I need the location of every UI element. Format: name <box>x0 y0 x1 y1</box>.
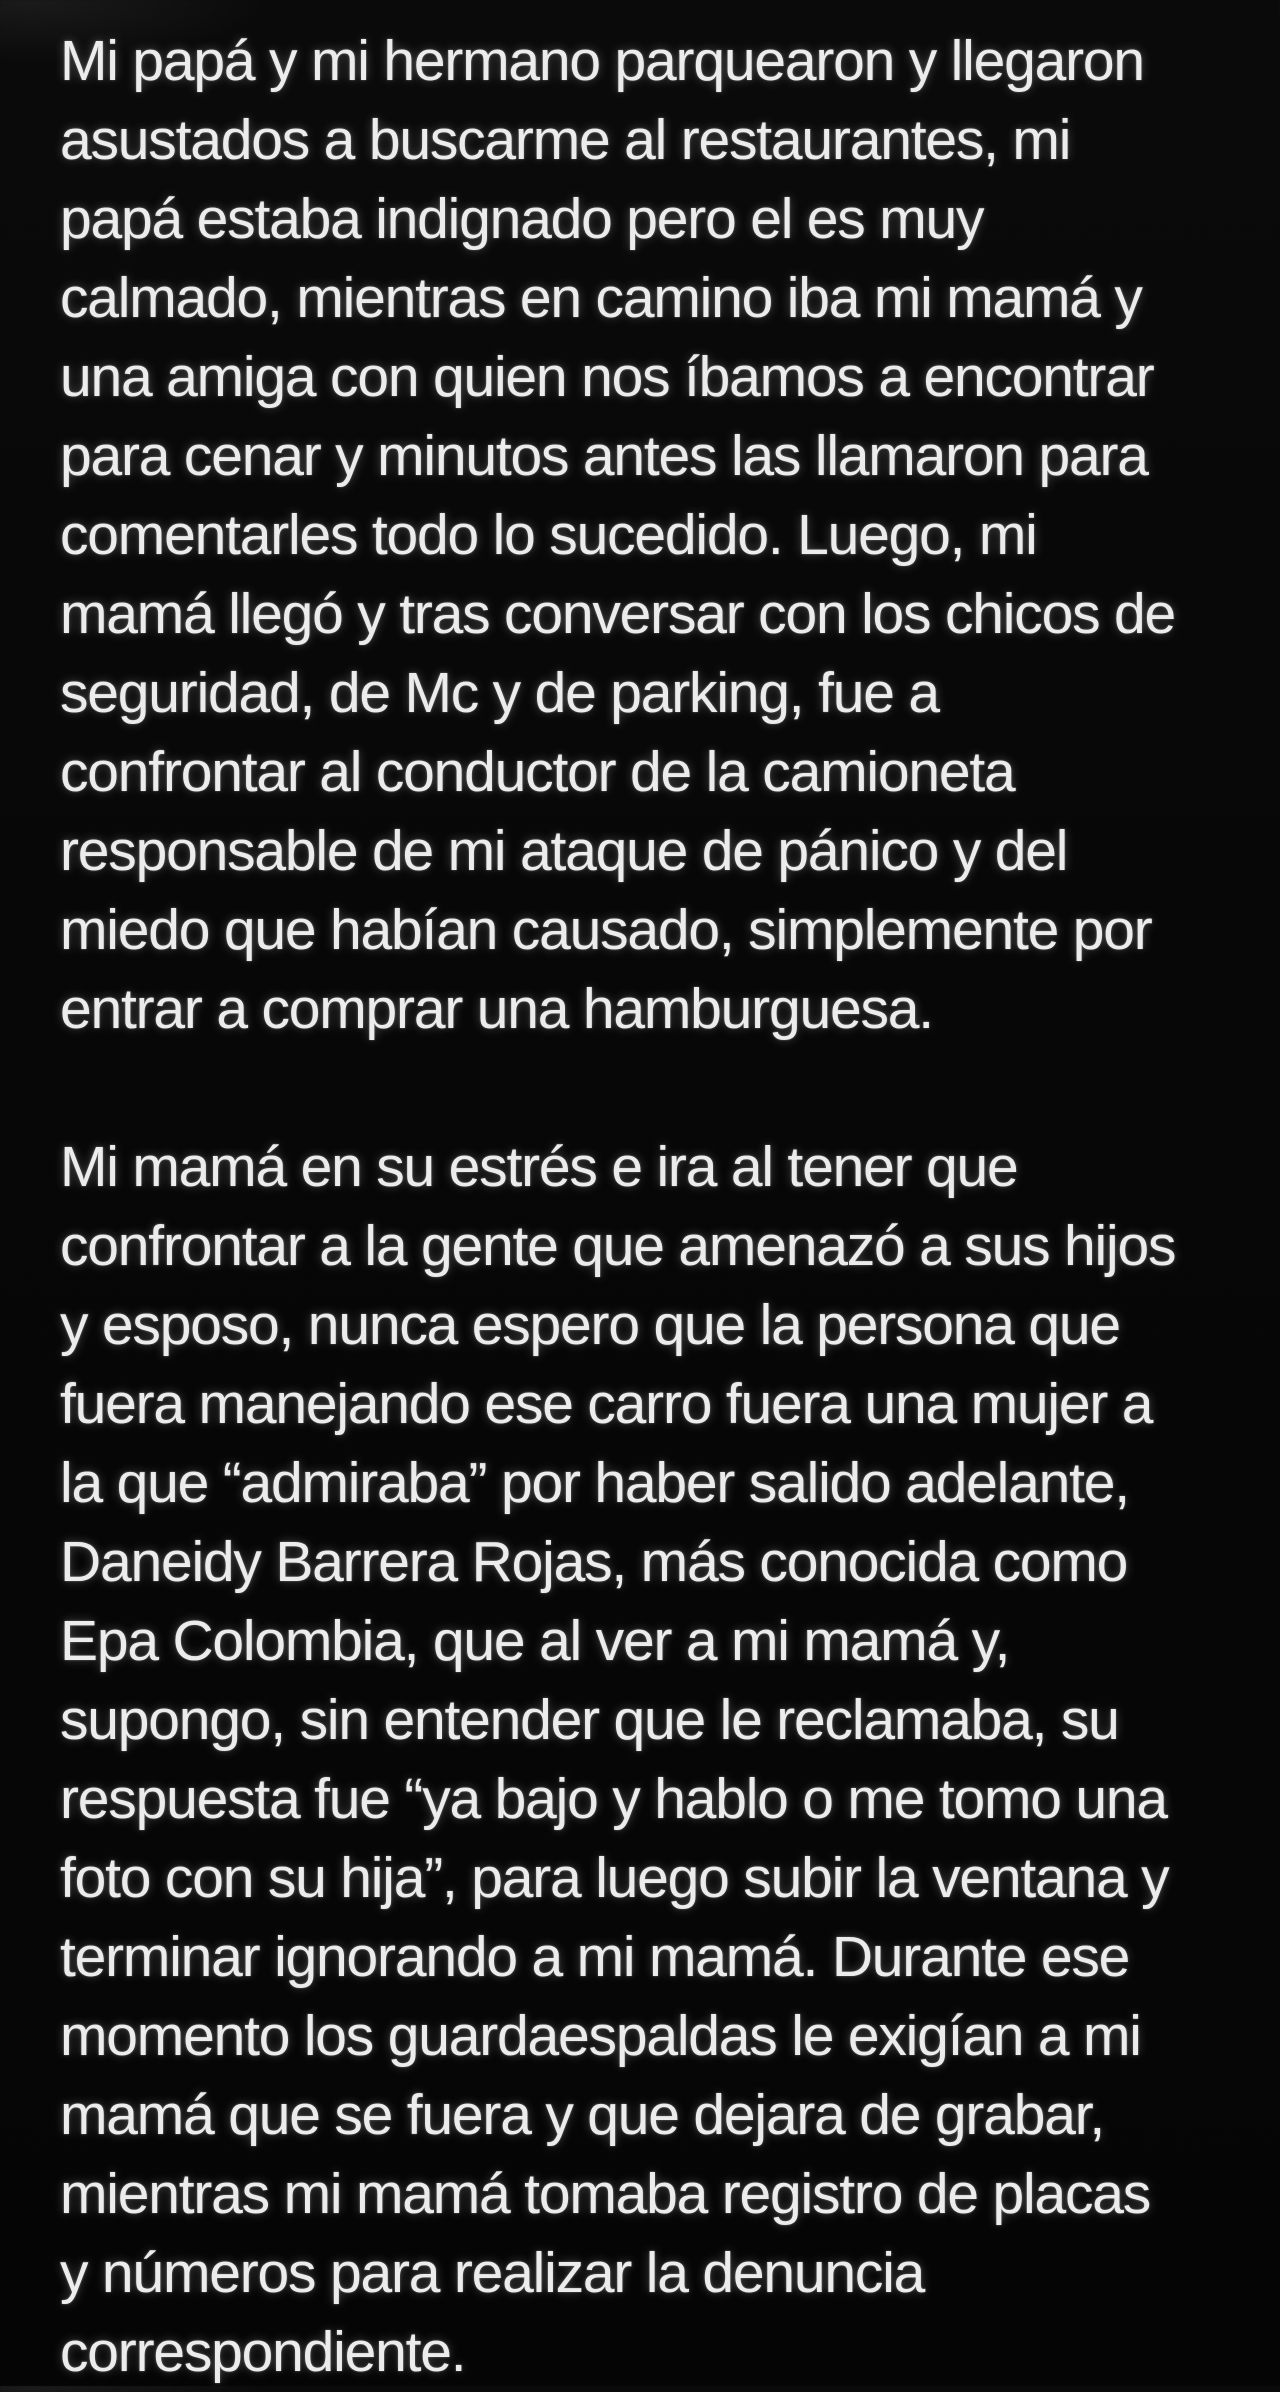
text-line: foto con su hija”, para luego subir la ventana y <box>60 1846 1169 1910</box>
text-line: mamá llegó y tras conversar con los chicos de <box>60 582 1176 646</box>
text-line: supongo, sin entender que le reclamaba, su <box>60 1688 1119 1752</box>
text-line: Mi mamá en su estrés e ira al tener que <box>60 1135 1018 1199</box>
text-line: entrar a comprar una hamburguesa. <box>60 977 933 1041</box>
text-line: respuesta fue “ya bajo y hablo o me tomo una <box>60 1767 1167 1831</box>
text-line: y esposo, nunca espero que la persona que <box>60 1293 1120 1357</box>
text-line: mientras mi mamá tomaba registro de placas <box>60 2162 1151 2226</box>
text-line: responsable de mi ataque de pánico y del <box>60 819 1068 883</box>
paragraph-1 <box>60 22 1240 1049</box>
text-line: comentarles todo lo sucedido. Luego, mi <box>60 503 1037 567</box>
text-line: fuera manejando ese carro fuera una mujer a <box>60 1372 1153 1436</box>
text-line: seguridad, de Mc y de parking, fue a <box>60 661 939 725</box>
text-line: papá estaba indignado pero el es muy <box>60 187 984 251</box>
text-line: la que “admiraba” por haber salido adelante, <box>60 1451 1129 1515</box>
paragraph-2 <box>60 1128 1240 2392</box>
text-line: calmado, mientras en camino iba mi mamá y <box>60 266 1142 330</box>
text-line: mamá que se fuera y que dejara de grabar, <box>60 2083 1104 2147</box>
text-line: momento los guardaespaldas le exigían a mi <box>60 2004 1141 2068</box>
text-line: Epa Colombia, que al ver a mi mamá y, <box>60 1609 1010 1673</box>
text-line: correspondiente. <box>60 2320 466 2384</box>
text-line: terminar ignorando a mi mamá. Durante ese <box>60 1925 1130 1989</box>
text-line: asustados a buscarme al restaurantes, mi <box>60 108 1071 172</box>
text-line: miedo que habían causado, simplemente por <box>60 898 1152 962</box>
text-line: y números para realizar la denuncia <box>60 2241 925 2305</box>
text-line: confrontar a la gente que amenazó a sus hijos <box>60 1214 1176 1278</box>
text-line: para cenar y minutos antes las llamaron para <box>60 424 1148 488</box>
text-line: confrontar al conductor de la camioneta <box>60 740 1015 804</box>
text-line: Daneidy Barrera Rojas, más conocida como <box>60 1530 1128 1594</box>
text-line: una amiga con quien nos íbamos a encontrar <box>60 345 1154 409</box>
text-line: Mi papá y mi hermano parquearon y llegaron <box>60 29 1144 93</box>
